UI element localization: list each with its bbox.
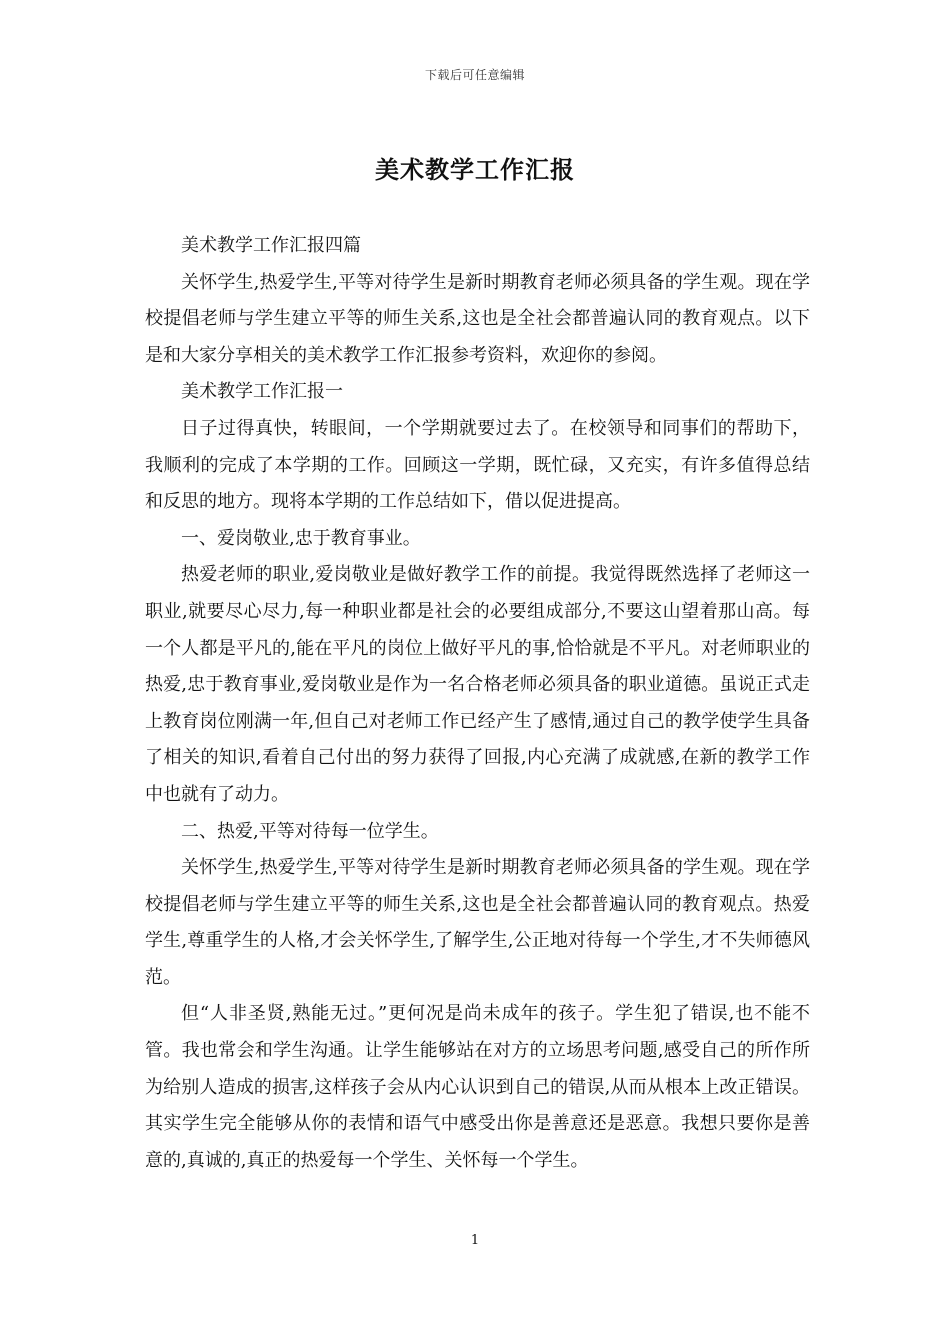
- paragraph-heading-one: 一、爱岗敬业,忠于教育事业。: [181, 527, 421, 549]
- page-number: 1: [470, 1233, 480, 1248]
- paragraph-intro: 关怀学生,热爱学生,平等对待学生是新时期教育老师必须具备的学生观。现在学校提倡老师与学生建立平等的师生关系,这也是全社会都普遍认同的教育观点。以下是和大家分享相关的美术教学工作汇报参考资料，欢迎你的参阅。: [145, 271, 810, 366]
- page-header: 下载后可任意编辑: [424, 68, 525, 82]
- paragraph-heading-two: 二、热爱,平等对待每一位学生。: [181, 820, 439, 842]
- paragraph-section-heading: 美术教学工作汇报一: [181, 381, 343, 403]
- paragraph-opening: 日子过得真快，转眼间，一个学期就要过去了。在校领导和同事们的帮助下，我顺利的完成了本学期的工作。回顾这一学期，既忙碌，又充实，有许多值得总结和反思的地方。现将本学期的工作总结如下，借以促进提高。: [145, 417, 810, 513]
- paragraph-mistakes: 但“人非圣贤,熟能无过。”更何况是尚未成年的孩子。学生犯了错误,也不能不管。我也常会和学生沟通。让学生能够站在对方的立场思考问题,感受自己的所作所为给别人造成的损害,这样孩子会从内心认识到自己的错误,从而从根本上改正错误。其实学生完全能够从你的表情和语气中感受出你是善意还是恶意。我想只要你是善意的,真诚的,真正的热爱每一个学生、关怀每一个学生。: [145, 1003, 810, 1171]
- paragraph-dedication: 热爱老师的职业,爱岗敬业是做好教学工作的前提。我觉得既然选择了老师这一职业,就要尽心尽力,每一种职业都是社会的必要组成部分,不要这山望着那山高。每一个人都是平凡的,能在平凡的岗位上做好平凡的事,恰恰就是不平凡。对老师职业的热爱,忠于教育事业,爱岗敬业是作为一名合格老师必须具备的职业道德。虽说正式走上教育岗位刚满一年,但自己对老师工作已经产生了感情,通过自己的教学使学生具备了相关的知识,看着自己付出的努力获得了回报,内心充满了成就感,在新的教学工作中也就有了动力。: [145, 564, 810, 805]
- document-title: 美术教学工作汇报: [375, 155, 575, 184]
- document-body: [145, 228, 810, 1179]
- paragraph-student-care: 关怀学生,热爱学生,平等对待学生是新时期教育老师必须具备的学生观。现在学校提倡老师与学生建立平等的师生关系,这也是全社会都普遍认同的教育观点。热爱学生,尊重学生的人格,才会关怀学生,了解学生,公正地对待每一个学生,才不失师德风范。: [145, 857, 810, 988]
- paragraph-subtitle: 美术教学工作汇报四篇: [181, 235, 361, 256]
